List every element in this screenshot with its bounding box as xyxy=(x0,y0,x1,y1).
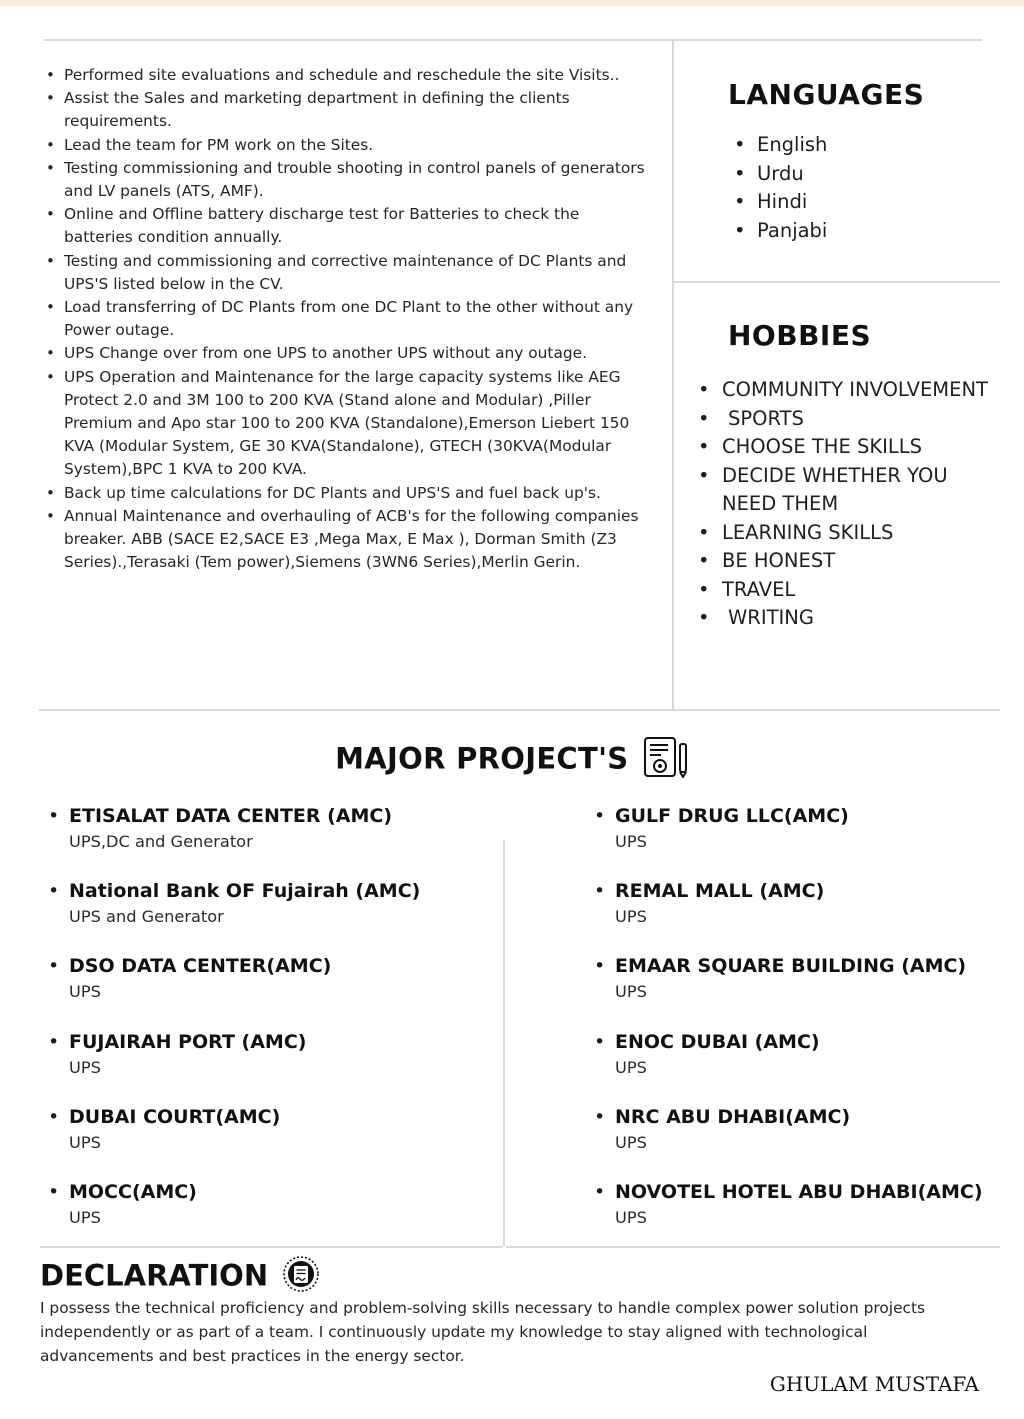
projects-heading xyxy=(0,736,1024,785)
project-scope: UPS xyxy=(615,832,647,851)
hobby-item: • LEARNING SKILLS xyxy=(698,519,1023,548)
project-name: • National Bank OF Fujairah (AMC) xyxy=(69,880,421,903)
signature-name: GHULAM MUSTAFA xyxy=(769,1372,979,1396)
project-name: • ENOC DUBAI (AMC) xyxy=(615,1030,820,1053)
project-name: • REMAL MALL (AMC) xyxy=(615,880,825,903)
declaration-title: DECLARATION xyxy=(40,1258,269,1293)
declaration-heading xyxy=(40,1255,320,1300)
responsibility-item: • Performed site evaluations and schedule and reschedule the site Visits.. xyxy=(46,64,646,87)
responsibilities-list xyxy=(46,64,646,574)
project-scope: UPS xyxy=(615,907,647,927)
responsibility-item: • Lead the team for PM work on the Sites. xyxy=(46,134,646,157)
responsibility-item: • Online and Offline battery discharge test for Batteries to check the batteries condition annually. xyxy=(46,203,646,249)
project-scope: UPS xyxy=(69,982,101,1002)
project-scope: UPS and Generator xyxy=(69,907,224,927)
project-item xyxy=(594,1104,1014,1179)
project-scope: UPS xyxy=(615,982,647,1002)
project-name: • NRC ABU DHABI(AMC) xyxy=(615,1105,851,1128)
hobbies-heading: HOBBIES xyxy=(728,319,872,352)
project-item xyxy=(48,878,488,953)
project-scope: UPS xyxy=(69,1132,101,1152)
project-scope: UPS,DC and Generator xyxy=(69,832,253,851)
projects-left-column xyxy=(48,803,488,1254)
project-item xyxy=(48,953,488,1028)
projects-column-divider xyxy=(503,840,505,1246)
hobby-item: • CHOOSE THE SKILLS xyxy=(698,433,1023,462)
responsibility-item: • UPS Change over from one UPS to another UPS without any outage. xyxy=(46,342,646,365)
project-name: • ETISALAT DATA CENTER (AMC) xyxy=(69,805,393,827)
project-name: • NOVOTEL HOTEL ABU DHABI(AMC) xyxy=(615,1180,983,1203)
projects-title: MAJOR PROJECT'S xyxy=(335,741,629,776)
project-item xyxy=(48,803,488,878)
project-name: • MOCC(AMC) xyxy=(69,1180,197,1203)
responsibility-item: • Testing and commissioning and corrective maintenance of DC Plants and UPS'S listed below in the CV. xyxy=(46,250,646,296)
project-scope: UPS xyxy=(69,1207,101,1227)
project-name: • EMAAR SQUARE BUILDING (AMC) xyxy=(615,955,967,978)
language-item: • Panjabi xyxy=(734,217,827,246)
responsibility-item: • Back up time calculations for DC Plants and UPS'S and fuel back up's. xyxy=(46,482,646,505)
project-name: • FUJAIRAH PORT (AMC) xyxy=(69,1030,307,1053)
hobby-item: • COMMUNITY INVOLVEMENT xyxy=(698,376,1023,405)
project-name: • DSO DATA CENTER(AMC) xyxy=(69,955,332,978)
section-divider xyxy=(39,709,1000,711)
language-item: • Urdu xyxy=(734,160,827,189)
responsibility-item: • Assist the Sales and marketing department in defining the clients requirements. xyxy=(46,87,646,133)
project-item xyxy=(48,1029,488,1104)
project-scope: UPS xyxy=(69,1057,101,1077)
project-item xyxy=(594,1029,1014,1104)
project-item xyxy=(594,953,1014,1028)
hobby-item: • TRAVEL xyxy=(698,576,1023,605)
project-scope: UPS xyxy=(615,1132,647,1152)
project-item xyxy=(48,1104,488,1179)
project-item xyxy=(594,803,1014,878)
project-scope: UPS xyxy=(615,1057,647,1077)
responsibility-item: • Testing commissioning and trouble shooting in control panels of generators and LV panels (ATS, AMF). xyxy=(46,157,646,203)
project-item xyxy=(594,878,1014,953)
projects-right-column xyxy=(594,803,1014,1254)
hobby-item: • SPORTS xyxy=(698,405,1023,434)
top-divider xyxy=(44,39,982,41)
project-scope: UPS xyxy=(615,1207,647,1227)
languages-list xyxy=(734,131,827,245)
responsibility-item: • Load transferring of DC Plants from one DC Plant to the other without any Power outage. xyxy=(46,296,646,342)
hobby-item: • DECIDE WHETHER YOU NEED THEM xyxy=(698,462,992,519)
languages-hobbies-divider xyxy=(674,281,1000,283)
signed-document-icon xyxy=(282,1255,320,1300)
responsibility-item: • UPS Operation and Maintenance for the large capacity systems like AEG Protect 2.0 and 3M 100 to 200 KVA (Stand alone and Modular) ,Piller Premium and Apo star 100 to 200 KVA (Standalone),Emerson Liebert 150 KVA (Modular System, GE 30 KVA(Standalone), GTECH (30KVA(Modular System),BPC 1 KVA to 200 KVA. xyxy=(46,366,646,482)
project-name: • DUBAI COURT(AMC) xyxy=(69,1105,281,1128)
language-item: • English xyxy=(734,131,827,160)
language-item: • Hindi xyxy=(734,188,827,217)
top-accent-bar xyxy=(0,0,1024,6)
hobby-item: • WRITING xyxy=(698,604,1023,633)
project-item xyxy=(594,1179,1014,1254)
column-divider xyxy=(672,41,674,709)
hobbies-list xyxy=(698,376,1023,633)
project-item xyxy=(48,1179,488,1254)
hobby-item: • BE HONEST xyxy=(698,547,1023,576)
responsibility-item: • Annual Maintenance and overhauling of ACB's for the following companies breaker. ABB (SACE E2,SACE E3 ,Mega Max, E Max ), Dorman Smith (Z3 Series).,Terasaki (Tem power),Siemens (3WN6 Series),Merlin Gerin. xyxy=(46,505,646,575)
declaration-text: I possess the technical proficiency and problem-solving skills necessary to handle complex power solution projects independently or as part of a team. I continuously update my knowledge to stay aligned with technological advancements and best practices in the energy sector. xyxy=(40,1299,926,1365)
document-gear-icon xyxy=(643,736,689,785)
project-name: • GULF DRUG LLC(AMC) xyxy=(615,805,849,827)
languages-heading: LANGUAGES xyxy=(728,78,925,111)
